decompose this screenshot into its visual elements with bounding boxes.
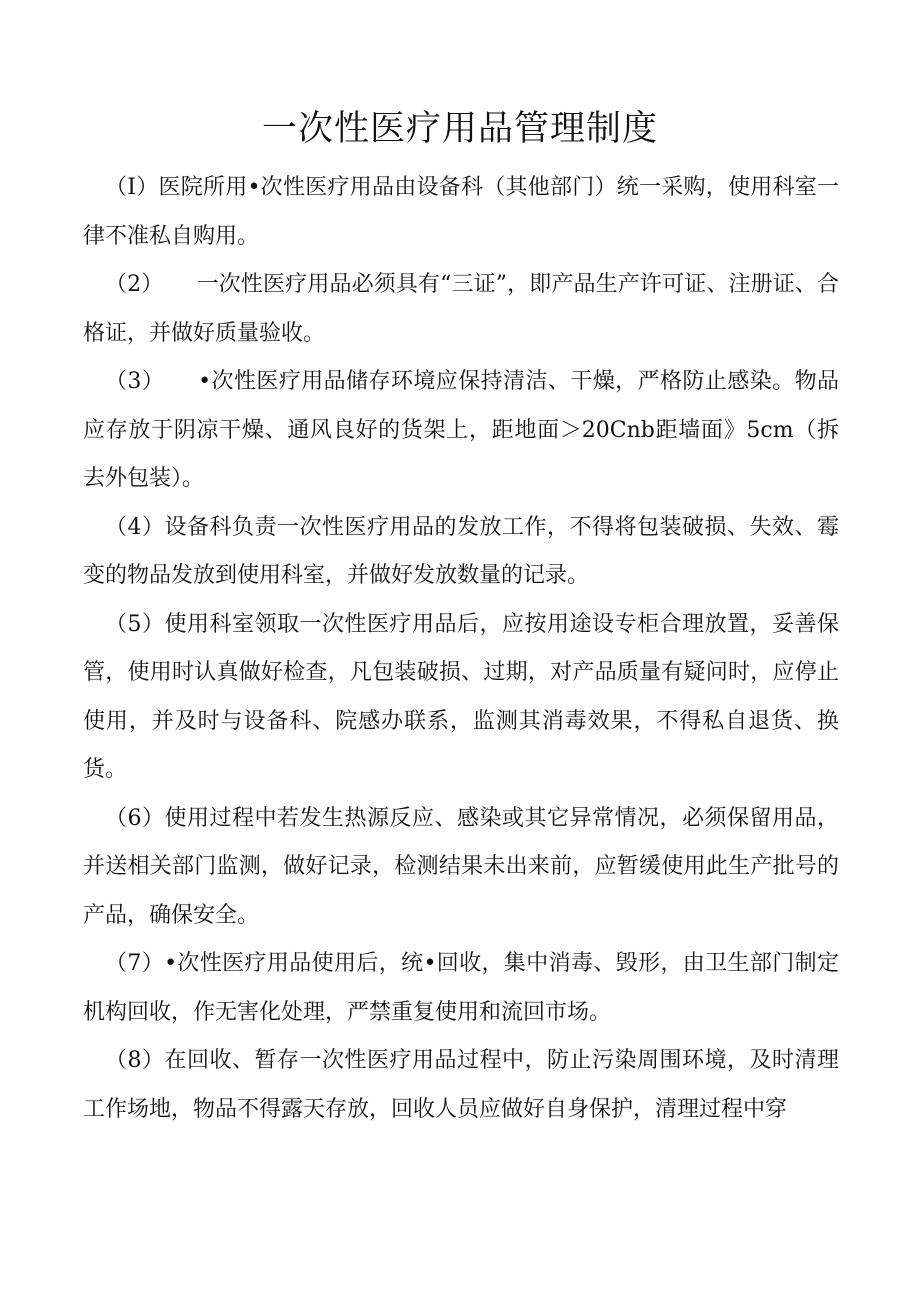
paragraph-4: （4）设备科负责一次性医疗用品的发放工作，不得将包装破损、失效、霉变的物品发放到使用科室，并做好发放数量的记录。 <box>83 514 839 588</box>
paragraph-1: （I）医院所用•次性医疗用品由设备科（其他部门）统一采购，使用科室一律不准私自购用。 <box>83 175 839 249</box>
paragraph-5: （5）使用科室领取一次性医疗用品后，应按用途设专柜合理放置，妥善保管，使用时认真做好检查，凡包装破损、过期，对产品质量有疑问时，应停止使用，并及时与设备科、院感办联系，监测其消毒效果，不得私自退货、换货。 <box>83 611 839 782</box>
paragraph-2: （2） 一次性医疗用品必须具有“三证”，即产品生产许可证、注册证、合格证，并做好质量验收。 <box>83 272 839 346</box>
paragraph-6: （6）使用过程中若发生热源反应、感染或其它异常情况，必须保留用品，并送相关部门监测，做好记录，检测结果未出来前，应暂缓使用此生产批号的产品，确保安全。 <box>83 805 839 928</box>
document-body <box>83 164 839 1134</box>
paragraph-7: （7）•次性医疗用品使用后，统•回收，集中消毒、毁形，由卫生部门制定机构回收，作无害化处理，严禁重复使用和流回市场。 <box>83 951 839 1025</box>
paragraph-8: （8）在回收、暂存一次性医疗用品过程中，防止污染周围环境，及时清理工作场地，物品不得露天存放，回收人员应做好自身保护，清理过程中穿 <box>83 1048 839 1122</box>
page-title: 一次性医疗用品管理制度 <box>261 109 658 149</box>
paragraph-3: （3） •次性医疗用品储存环境应保持清洁、干燥，严格防止感染。物品应存放于阴凉干燥、通风良好的货架上，距地面＞20Cnb距墙面》5cm（拆去外包装）。 <box>83 369 839 491</box>
